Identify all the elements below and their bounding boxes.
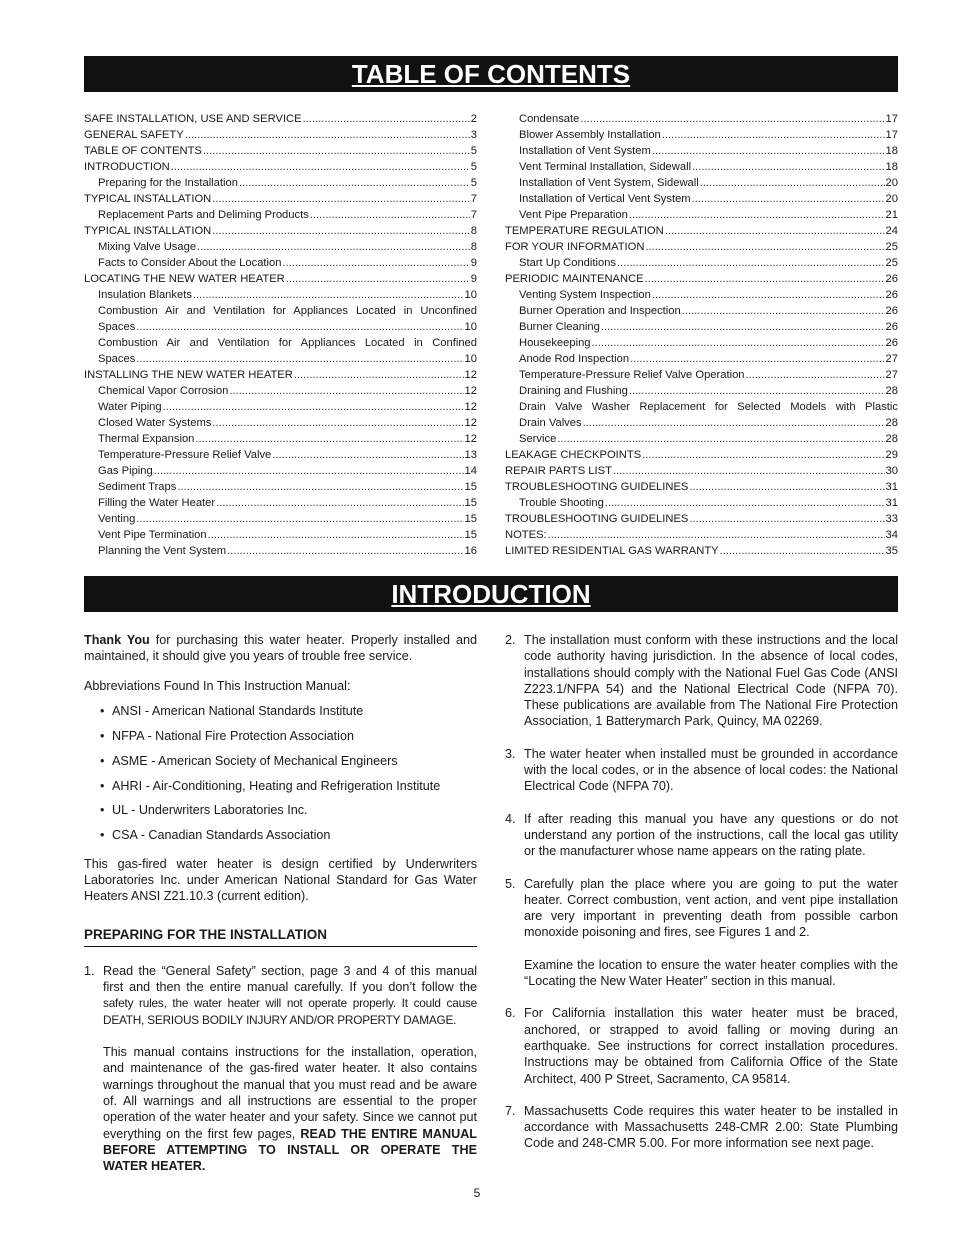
toc-entry-page: 31 <box>885 497 898 509</box>
toc-entry-page: 28 <box>885 417 898 429</box>
toc-entry-page: 26 <box>885 273 898 285</box>
toc-entry-page: 26 <box>885 337 898 349</box>
toc-entry-page: 29 <box>885 449 898 461</box>
list-item <box>505 632 898 730</box>
toc-entry <box>84 143 477 159</box>
toc-leader-dots <box>682 303 885 319</box>
toc-entry-title: Installation of Vertical Vent System <box>519 193 691 205</box>
toc-entry-title: TABLE OF CONTENTS <box>84 145 202 157</box>
toc-entry-page: 24 <box>885 225 898 237</box>
toc-entry <box>84 159 477 175</box>
toc-title: TABLE OF CONTENTS <box>84 56 898 92</box>
abbreviation-text: UL - Underwriters Laboratories Inc. <box>112 803 308 818</box>
toc-leader-dots <box>239 175 470 191</box>
toc-entry-title: Vent Pipe Preparation <box>519 209 628 221</box>
toc-leader-dots <box>630 351 884 367</box>
toc-entry-page: 35 <box>885 545 898 557</box>
toc-leader-dots <box>229 383 463 399</box>
toc-entry-page: 20 <box>885 177 898 189</box>
toc-entry-page: 12 <box>464 417 477 429</box>
toc-leader-dots <box>645 271 885 287</box>
toc-entry <box>84 463 477 479</box>
toc-entry <box>84 239 477 255</box>
page-number: 5 <box>473 1186 481 1200</box>
intro-right-column <box>505 632 898 1168</box>
list-item <box>84 963 477 1175</box>
toc-entry <box>84 543 477 559</box>
toc-entry: Combustion Air and Ventilation for Appliances Located in Confined <box>98 337 477 349</box>
toc-entry-title: Planning the Vent System <box>98 545 227 557</box>
toc-leader-dots <box>136 511 463 527</box>
list-item <box>505 746 898 795</box>
item-paragraph: Massachusetts Code requires this water heater to be installed in accordance with Massachusetts 248-CMR 2.00: State Plumbing Code and 248-CMR 5.00. For more information see next page. <box>524 1103 898 1151</box>
toc-entry-title: Sediment Traps <box>98 481 177 493</box>
toc-leader-dots <box>177 479 463 495</box>
abbreviation-text: NFPA - National Fire Protection Association <box>112 728 354 743</box>
toc-entry-page: 10 <box>464 353 477 365</box>
toc-leader-dots <box>652 287 885 303</box>
toc-leader-dots <box>665 223 885 239</box>
toc-leader-dots <box>746 367 885 383</box>
toc-leader-dots <box>662 127 885 143</box>
list-item <box>505 1103 898 1152</box>
toc-entry <box>84 415 477 431</box>
toc-entry-page: 27 <box>885 353 898 365</box>
toc-entry-title: Burner Operation and Inspection <box>519 305 681 317</box>
toc-entry-title: Installation of Vent System <box>519 145 651 157</box>
list-item <box>505 1005 898 1086</box>
toc-entry-title: GENERAL SAFETY <box>84 129 184 141</box>
toc-leader-dots <box>601 319 885 335</box>
intro-left-column <box>84 632 477 1190</box>
list-item <box>100 827 477 843</box>
toc-entry-title: TEMPERATURE REGULATION <box>505 225 664 237</box>
toc-entry <box>84 447 477 463</box>
list-item <box>505 811 898 860</box>
toc-entry-title: Spaces <box>98 353 136 365</box>
preparing-heading: PREPARING FOR THE INSTALLATION <box>84 927 477 947</box>
abbreviation-text: AHRI - Air-Conditioning, Heating and Refrigeration Institute <box>112 778 441 793</box>
toc-entry-page: 8 <box>470 225 477 237</box>
list-item <box>100 703 477 719</box>
item1-warning: safety rules, the water heater will not operate properly. It could cause DEATH, SERIOUS BODILY INJURY AND/OR PROPERTY DAMAGE. <box>103 996 477 1027</box>
toc-entry-title: Service <box>519 433 557 445</box>
abbreviations-list <box>84 703 477 844</box>
toc-entry <box>505 543 898 559</box>
toc-entry <box>505 367 898 383</box>
toc-entry <box>84 527 477 543</box>
toc-leader-dots <box>580 111 884 127</box>
toc-left-column <box>84 111 477 559</box>
toc-entry-page: 27 <box>885 369 898 381</box>
toc-entry <box>505 511 898 527</box>
item-number: 2. <box>505 633 516 647</box>
toc-entry <box>84 111 477 127</box>
toc-leader-dots <box>583 415 885 431</box>
toc-entry-title: Gas Piping <box>98 465 153 477</box>
abbreviations-intro: Abbreviations Found In This Instruction Manual: <box>84 678 351 693</box>
toc-leader-dots <box>617 255 885 271</box>
toc-entry-title: TROUBLESHOOTING GUIDELINES <box>505 481 689 493</box>
toc-entry-title: Housekeeping <box>519 337 591 349</box>
toc-right-column <box>505 111 898 559</box>
toc-entry-title: Filling the Water Heater <box>98 497 216 509</box>
toc-entry-title: Installation of Vent System, Sidewall <box>519 177 699 189</box>
item-number: 3. <box>505 746 516 761</box>
item-number: 1. <box>84 963 95 978</box>
toc-entry <box>505 271 898 287</box>
toc-entry <box>84 255 477 271</box>
toc-entry-title: REPAIR PARTS LIST <box>505 465 612 477</box>
list-item <box>100 802 477 818</box>
item1-manual-bold: READ THE ENTIRE MANUAL BEFORE ATTEMPTING TO INSTALL OR OPERATE THE WATER HEATER. <box>103 1126 477 1174</box>
toc-leader-dots <box>689 479 884 495</box>
toc-entry-page: 17 <box>885 129 898 141</box>
toc-entry <box>505 127 898 143</box>
toc-entry <box>505 255 898 271</box>
toc-entry-title: Thermal Expansion <box>98 433 195 445</box>
toc-entry-page: 25 <box>885 257 898 269</box>
toc-entry-page: 7 <box>470 209 477 221</box>
toc-entry-title: FOR YOUR INFORMATION <box>505 241 645 253</box>
abbreviation-text: ASME - American Society of Mechanical Engineers <box>112 753 398 768</box>
toc-entry-page: 8 <box>470 241 477 253</box>
toc-leader-dots <box>227 543 463 559</box>
toc-entry-title: Water Piping <box>98 401 162 413</box>
toc-entry-title: Vent Terminal Installation, Sidewall <box>519 161 692 173</box>
toc-entry-page: 28 <box>885 385 898 397</box>
toc-entry <box>84 399 477 415</box>
toc-entry-page: 21 <box>885 209 898 221</box>
item-paragraph: For California installation this water heater must be braced, anchored, or strapped to avoid falling or moving during an earthquake. See instructions for correct installation procedures. Instructions may be obtained from California Office of the State Architect, 400 P Street, Sacramento, CA 95814. <box>524 1006 898 1086</box>
toc-entry <box>84 431 477 447</box>
toc-entry-page: 26 <box>885 321 898 333</box>
list-item <box>505 876 898 990</box>
toc-leader-dots <box>720 543 885 559</box>
toc-entry-title: Anode Rod Inspection <box>519 353 630 365</box>
abbreviation-text: ANSI - American National Standards Institute <box>112 703 364 718</box>
toc-entry-title: Chemical Vapor Corrosion <box>98 385 229 397</box>
toc-entry-title: Temperature-Pressure Relief Valve Operation <box>519 369 745 381</box>
toc-entry-page: 13 <box>464 449 477 461</box>
toc-entry <box>84 495 477 511</box>
toc-entry-page: 16 <box>464 545 477 557</box>
toc-entry <box>505 175 898 191</box>
toc-entry-page: 18 <box>885 145 898 157</box>
toc-entry <box>505 495 898 511</box>
list-item <box>100 728 477 744</box>
toc-entry-page: 3 <box>470 129 477 141</box>
toc-entry-page: 17 <box>885 113 898 125</box>
toc-leader-dots <box>310 207 470 223</box>
toc-entry-page: 5 <box>470 145 477 157</box>
toc-entry <box>505 527 898 543</box>
toc-entry-title: Drain Valves <box>519 417 582 429</box>
thank-you-paragraph <box>84 632 477 665</box>
toc-entry-page: 26 <box>885 305 898 317</box>
toc-entry-page: 15 <box>464 529 477 541</box>
item1-manual-paragraph <box>103 1044 477 1174</box>
toc-entry-page: 2 <box>470 113 477 125</box>
toc-entry <box>505 111 898 127</box>
toc-entry-page: 28 <box>885 433 898 445</box>
toc-leader-dots <box>286 271 470 287</box>
thank-you-bold: Thank You <box>84 633 150 647</box>
toc-leader-dots <box>692 191 885 207</box>
toc-entry-page: 15 <box>464 481 477 493</box>
toc-entry <box>84 207 477 223</box>
toc-entry-title: INTRODUCTION <box>84 161 170 173</box>
toc-leader-dots <box>303 111 470 127</box>
item-paragraph: The water heater when installed must be grounded in accordance with the local codes, or in the absence of local codes: the National Electrical Code (NFPA 70). <box>524 746 898 794</box>
toc-entry-page: 18 <box>885 161 898 173</box>
item1-text: Read the “General Safety” section, page 3 and 4 of this manual first and then the entire manual carefully. If you don’t follow the <box>103 963 477 995</box>
item1-paragraph <box>103 963 477 1028</box>
toc-entry-title: Blower Assembly Installation <box>519 129 661 141</box>
toc-entry-title: PERIODIC MAINTENANCE <box>505 273 644 285</box>
certification-paragraph: This gas-fired water heater is design certified by Underwriters Laboratories Inc. under American National Standard for Gas Water Heaters ANSI Z21.10.3 (current edition). <box>84 856 477 904</box>
toc-entry <box>84 287 477 303</box>
toc-entry-title: Venting System Inspection <box>519 289 651 301</box>
toc-entry-page: 9 <box>470 257 477 269</box>
toc-entry <box>505 463 898 479</box>
toc-entry-page: 14 <box>464 465 477 477</box>
item-paragraph: Carefully plan the place where you are going to put the water heater. Correct combustion, vent action, and vent pipe installation are very important in preventing death from possible carbon monoxide poisoning and fires, see Figures 1 and 2. <box>524 876 898 940</box>
toc-leader-dots <box>212 415 463 431</box>
toc-entry <box>84 223 477 239</box>
toc-entry <box>84 319 477 335</box>
toc-entry <box>505 287 898 303</box>
toc-entry-title: Closed Water Systems <box>98 417 212 429</box>
toc-entry-page: 12 <box>464 433 477 445</box>
toc-entry-title: Facts to Consider About the Location <box>98 257 282 269</box>
toc-entry <box>84 351 477 367</box>
toc-leader-dots <box>282 255 469 271</box>
toc-entry-title: Trouble Shooting <box>519 497 604 509</box>
toc-leader-dots <box>136 319 463 335</box>
toc-entry-title: INSTALLING THE NEW WATER HEATER <box>84 369 293 381</box>
toc-entry-page: 5 <box>470 177 477 189</box>
toc-entry <box>84 479 477 495</box>
toc-leader-dots <box>613 463 885 479</box>
toc-entry <box>505 159 898 175</box>
toc-entry-title: LOCATING THE NEW WATER HEATER <box>84 273 285 285</box>
item-paragraph: Examine the location to ensure the water heater complies with the “Locating the New Water Heater” section in this manual. <box>524 957 898 989</box>
toc-leader-dots <box>605 495 885 511</box>
toc-leader-dots <box>272 447 463 463</box>
introduction-title: INTRODUCTION <box>84 576 898 612</box>
item-number: 6. <box>505 1006 516 1021</box>
toc-entry <box>505 303 898 319</box>
toc-leader-dots <box>171 159 470 175</box>
item-number: 5. <box>505 876 516 891</box>
toc-entry-title: Start Up Conditions <box>519 257 617 269</box>
toc-entry <box>505 207 898 223</box>
toc-entry <box>505 447 898 463</box>
toc-leader-dots <box>592 335 885 351</box>
toc-entry <box>505 479 898 495</box>
toc-entry-title: Draining and Flushing <box>519 385 628 397</box>
toc-entry-title: Replacement Parts and Deliming Products <box>98 209 309 221</box>
toc-leader-dots <box>195 431 463 447</box>
toc-entry-title: Spaces <box>98 321 136 333</box>
toc-leader-dots <box>212 223 470 239</box>
toc-entry-title: Condensate <box>519 113 580 125</box>
toc-entry-title: Venting <box>98 513 136 525</box>
abbreviation-text: CSA - Canadian Standards Association <box>112 828 331 843</box>
toc-entry-page: 26 <box>885 289 898 301</box>
toc-leader-dots <box>652 143 885 159</box>
toc-entry-title: LEAKAGE CHECKPOINTS <box>505 449 642 461</box>
toc-entry-title: TYPICAL INSTALLATION <box>84 225 212 237</box>
toc-leader-dots <box>208 527 464 543</box>
toc-entry <box>505 383 898 399</box>
toc-leader-dots <box>212 191 470 207</box>
toc-entry <box>84 175 477 191</box>
toc-entry <box>505 415 898 431</box>
toc-entry-page: 25 <box>885 241 898 253</box>
toc-entry-page: 15 <box>464 497 477 509</box>
toc-entry <box>84 383 477 399</box>
toc-entry-title: Temperature-Pressure Relief Valve <box>98 449 272 461</box>
toc-leader-dots <box>216 495 463 511</box>
toc-entry-page: 9 <box>470 273 477 285</box>
toc-entry-page: 10 <box>464 321 477 333</box>
toc-entry <box>84 191 477 207</box>
toc-entry-page: 12 <box>464 369 477 381</box>
toc-leader-dots <box>629 207 885 223</box>
toc-entry <box>505 431 898 447</box>
toc-entry-title: LIMITED RESIDENTIAL GAS WARRANTY <box>505 545 719 557</box>
toc-leader-dots <box>689 511 884 527</box>
toc-entry <box>505 335 898 351</box>
toc-entry-title: Insulation Blankets <box>98 289 192 301</box>
toc-entry: Drain Valve Washer Replacement for Selected Models with Plastic <box>519 401 898 413</box>
toc-leader-dots <box>193 287 464 303</box>
toc-entry-title: SAFE INSTALLATION, USE AND SERVICE <box>84 113 302 125</box>
toc-entry <box>84 511 477 527</box>
toc-entry-page: 7 <box>470 193 477 205</box>
toc-entry-title: TYPICAL INSTALLATION <box>84 193 212 205</box>
toc-entry <box>505 143 898 159</box>
toc-entry <box>505 191 898 207</box>
toc-leader-dots <box>700 175 885 191</box>
toc-entry-title: Mixing Valve Usage <box>98 241 197 253</box>
toc-entry-page: 34 <box>885 529 898 541</box>
toc-leader-dots <box>163 399 464 415</box>
toc-leader-dots <box>154 463 464 479</box>
toc-entry-page: 20 <box>885 193 898 205</box>
thank-you-text: for purchasing this water heater. Properly installed and maintained, it should give you years of trouble free service. <box>84 633 477 664</box>
toc-entry <box>505 351 898 367</box>
toc-leader-dots <box>294 367 464 383</box>
toc-leader-dots <box>548 527 885 543</box>
toc-entry-title: Preparing for the Installation <box>98 177 238 189</box>
list-item <box>100 753 477 769</box>
toc-entry-page: 33 <box>885 513 898 525</box>
item1-manual-text: This manual contains instructions for the installation, operation, and maintenance of the gas-fired water heater. It also contains warnings throughout the manual that you must read and be aware of. All warnings and all instructions are essential to the proper operation of the water heater and your safety. Since we cannot put everything on the first few pages, <box>103 1045 477 1141</box>
toc-entry <box>505 223 898 239</box>
toc-leader-dots <box>557 431 884 447</box>
toc-leader-dots <box>136 351 463 367</box>
toc-entry <box>84 367 477 383</box>
toc-entry: Combustion Air and Ventilation for Appliances Located in Unconfined <box>98 305 477 317</box>
toc-entry-page: 5 <box>470 161 477 173</box>
item-number: 7. <box>505 1103 516 1118</box>
toc-entry-page: 15 <box>464 513 477 525</box>
toc-entry-title: TROUBLESHOOTING GUIDELINES <box>505 513 689 525</box>
toc-leader-dots <box>203 143 470 159</box>
toc-entry <box>84 127 477 143</box>
toc-leader-dots <box>629 383 885 399</box>
toc-entry-page: 31 <box>885 481 898 493</box>
toc-entry-title: Burner Cleaning <box>519 321 600 333</box>
toc-entry-page: 12 <box>464 401 477 413</box>
list-item <box>100 778 477 794</box>
item-paragraph: If after reading this manual you have any questions or do not understand any portion of the instructions, call the local gas utility or the manufacturer whose name appears on the rating plate. <box>524 811 898 859</box>
item-number: 4. <box>505 811 516 826</box>
toc-entry <box>505 319 898 335</box>
toc-entry-title: Vent Pipe Termination <box>98 529 207 541</box>
item-paragraph: The installation must conform with these instructions and the local code authority having jurisdiction. In the absence of local codes, installations should comply with the National Fuel Gas Code (ANSI Z223.1/NFPA 54) and the National Electrical Code (NFPA 70). These publications are available from The National Fire Protection Association, 1 Batterymarch Park, Quincy, MA 02269. <box>524 633 898 729</box>
toc-entry-page: 10 <box>464 289 477 301</box>
toc-leader-dots <box>185 127 470 143</box>
toc-entry <box>505 239 898 255</box>
toc-leader-dots <box>645 239 884 255</box>
toc-entry-title: NOTES: <box>505 529 547 541</box>
toc-leader-dots <box>692 159 884 175</box>
toc-leader-dots <box>197 239 470 255</box>
toc-leader-dots <box>642 447 884 463</box>
toc-entry-page: 30 <box>885 465 898 477</box>
toc-entry <box>84 271 477 287</box>
toc-entry-page: 12 <box>464 385 477 397</box>
